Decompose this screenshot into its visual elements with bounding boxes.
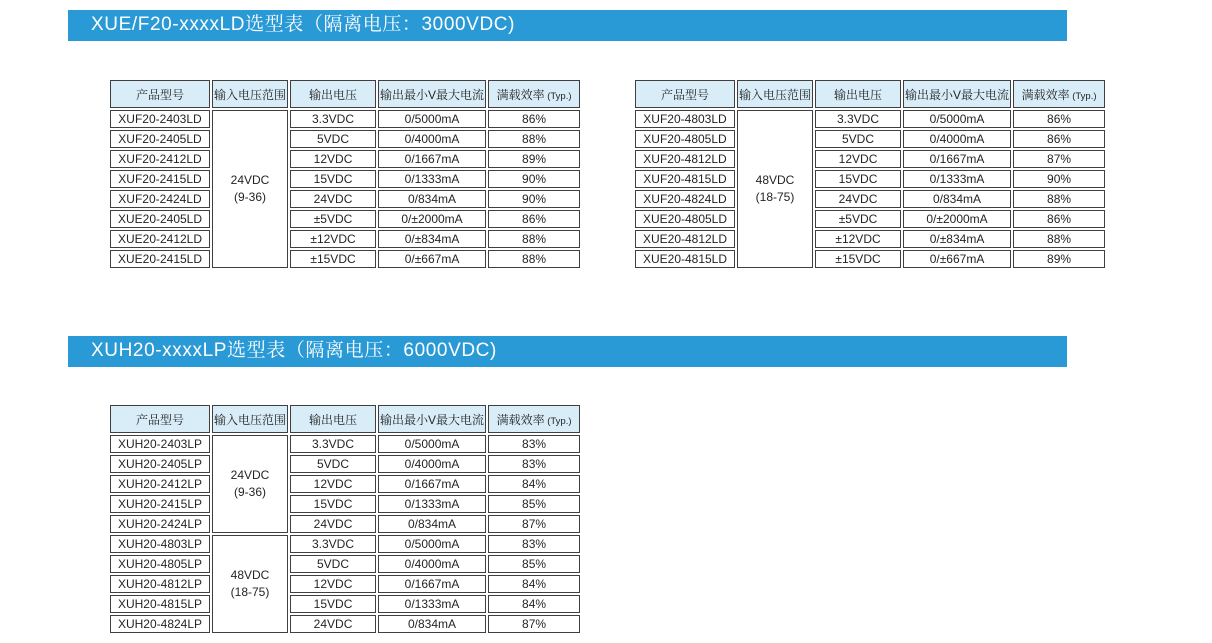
model-cell: XUF20-2424LD xyxy=(110,190,210,208)
output-voltage-cell: 24VDC xyxy=(815,190,901,208)
input-voltage-range: (9-36) xyxy=(234,190,267,204)
model-cell: XUH20-2405LP xyxy=(110,455,210,473)
table-row xyxy=(635,190,1105,208)
table-row xyxy=(110,190,580,208)
output-current-cell: 0/1333mA xyxy=(903,170,1011,188)
header-row xyxy=(635,80,1105,108)
model-cell: XUE20-2415LD xyxy=(110,250,210,268)
table-row xyxy=(635,110,1105,128)
table-row xyxy=(110,615,580,633)
efficiency-cell: 88% xyxy=(1013,190,1105,208)
table-row xyxy=(635,210,1105,228)
model-cell: XUH20-4805LP xyxy=(110,555,210,573)
column-header: 输入电压范围 xyxy=(212,405,288,433)
model-cell: XUH20-2424LP xyxy=(110,515,210,533)
model-cell: XUF20-4803LD xyxy=(635,110,735,128)
input-voltage: 24VDC xyxy=(230,468,270,482)
selection-table xyxy=(108,78,582,270)
output-voltage-cell: ±5VDC xyxy=(290,210,376,228)
output-current-cell: 0/4000mA xyxy=(903,130,1011,148)
column-header: 产品型号 xyxy=(110,80,210,108)
output-current-cell: 0/5000mA xyxy=(378,535,486,553)
efficiency-cell: 87% xyxy=(1013,150,1105,168)
model-cell: XUH20-4815LP xyxy=(110,595,210,613)
output-current-cell: 0/1667mA xyxy=(378,150,486,168)
column-header: 产品型号 xyxy=(110,405,210,433)
model-cell: XUF20-4824LD xyxy=(635,190,735,208)
output-current-cell: 0/1667mA xyxy=(378,575,486,593)
header-row xyxy=(110,405,580,433)
selection-table xyxy=(633,78,1107,270)
output-voltage-cell: ±5VDC xyxy=(815,210,901,228)
efficiency-cell: 86% xyxy=(1013,210,1105,228)
model-cell: XUE20-2405LD xyxy=(110,210,210,228)
model-cell: XUE20-4805LD xyxy=(635,210,735,228)
output-voltage-cell: 3.3VDC xyxy=(290,435,376,453)
output-current-cell: 0/834mA xyxy=(378,190,486,208)
output-current-cell: 0/±2000mA xyxy=(378,210,486,228)
output-current-cell: 0/±667mA xyxy=(903,250,1011,268)
output-voltage-cell: 3.3VDC xyxy=(815,110,901,128)
column-header: 满载效率 (Typ.) xyxy=(488,80,580,108)
output-voltage-cell: 3.3VDC xyxy=(290,110,376,128)
efficiency-cell: 90% xyxy=(1013,170,1105,188)
column-header: 满载效率 (Typ.) xyxy=(488,405,580,433)
output-current-cell: 0/4000mA xyxy=(378,130,486,148)
output-voltage-cell: 15VDC xyxy=(290,595,376,613)
output-current-cell: 0/±834mA xyxy=(378,230,486,248)
output-voltage-cell: 15VDC xyxy=(815,170,901,188)
efficiency-cell: 87% xyxy=(488,515,580,533)
model-cell: XUF20-2415LD xyxy=(110,170,210,188)
column-header: 产品型号 xyxy=(635,80,735,108)
column-header: 输出最小V最大电流 xyxy=(378,405,486,433)
section-title-xuef20-ld: XUE/F20-xxxxLD选型表（隔离电压：3000VDC) xyxy=(68,10,1067,41)
column-header: 满载效率 (Typ.) xyxy=(1013,80,1105,108)
model-cell: XUF20-4812LD xyxy=(635,150,735,168)
selection-table-xuh20 xyxy=(108,403,582,635)
efficiency-cell: 83% xyxy=(488,455,580,473)
typ-label: (Typ.) xyxy=(1069,90,1097,102)
efficiency-cell: 86% xyxy=(488,110,580,128)
output-current-cell: 0/1333mA xyxy=(378,495,486,513)
input-voltage-range: (18-75) xyxy=(755,190,795,204)
output-voltage-cell: 5VDC xyxy=(290,555,376,573)
efficiency-cell: 85% xyxy=(488,555,580,573)
input-voltage-range: (18-75) xyxy=(230,585,270,599)
table-row xyxy=(635,250,1105,268)
selection-table xyxy=(108,403,582,635)
column-header: 输出最小V最大电流 xyxy=(903,80,1011,108)
output-voltage-cell: ±12VDC xyxy=(290,230,376,248)
output-voltage-cell: ±15VDC xyxy=(290,250,376,268)
efficiency-cell: 89% xyxy=(1013,250,1105,268)
efficiency-cell: 87% xyxy=(488,615,580,633)
model-cell: XUF20-2405LD xyxy=(110,130,210,148)
efficiency-cell: 84% xyxy=(488,595,580,613)
table-row xyxy=(110,555,580,573)
table-row xyxy=(110,535,580,553)
table-row xyxy=(110,250,580,268)
input-voltage-range-cell xyxy=(212,435,288,533)
efficiency-cell: 86% xyxy=(1013,130,1105,148)
efficiency-cell: 86% xyxy=(1013,110,1105,128)
table-row xyxy=(110,595,580,613)
output-voltage-cell: 15VDC xyxy=(290,495,376,513)
column-header: 输出电压 xyxy=(290,405,376,433)
model-cell: XUH20-4824LP xyxy=(110,615,210,633)
column-header: 输入电压范围 xyxy=(737,80,813,108)
model-cell: XUF20-2403LD xyxy=(110,110,210,128)
efficiency-cell: 90% xyxy=(488,170,580,188)
efficiency-cell: 85% xyxy=(488,495,580,513)
input-voltage: 48VDC xyxy=(755,173,795,187)
output-current-cell: 0/5000mA xyxy=(903,110,1011,128)
output-current-cell: 0/5000mA xyxy=(378,435,486,453)
efficiency-cell: 88% xyxy=(488,230,580,248)
model-cell: XUH20-4803LP xyxy=(110,535,210,553)
input-voltage-range-cell xyxy=(212,110,288,268)
output-voltage-cell: ±15VDC xyxy=(815,250,901,268)
output-current-cell: 0/5000mA xyxy=(378,110,486,128)
column-header: 输出最小V最大电流 xyxy=(378,80,486,108)
efficiency-cell: 88% xyxy=(1013,230,1105,248)
model-cell: XUE20-4815LD xyxy=(635,250,735,268)
table-row xyxy=(110,495,580,513)
output-voltage-cell: 15VDC xyxy=(290,170,376,188)
selection-table-xuef20-24v-input xyxy=(108,78,582,270)
table-row xyxy=(110,150,580,168)
column-header: 输出电压 xyxy=(815,80,901,108)
table-row xyxy=(110,130,580,148)
model-cell: XUH20-2415LP xyxy=(110,495,210,513)
table-row xyxy=(635,230,1105,248)
efficiency-cell: 84% xyxy=(488,475,580,493)
output-current-cell: 0/1667mA xyxy=(378,475,486,493)
input-voltage-range: (9-36) xyxy=(234,485,267,499)
input-voltage-range-cell xyxy=(212,535,288,633)
input-voltage: 24VDC xyxy=(230,173,270,187)
output-voltage-cell: 12VDC xyxy=(290,475,376,493)
model-cell: XUF20-4805LD xyxy=(635,130,735,148)
section-title-xuh20-lp: XUH20-xxxxLP选型表（隔离电压：6000VDC) xyxy=(68,336,1067,367)
efficiency-cell: 83% xyxy=(488,435,580,453)
output-voltage-cell: 3.3VDC xyxy=(290,535,376,553)
table-row xyxy=(635,130,1105,148)
table-row xyxy=(635,170,1105,188)
table-row xyxy=(110,575,580,593)
model-cell: XUH20-2412LP xyxy=(110,475,210,493)
table-row xyxy=(110,475,580,493)
efficiency-cell: 86% xyxy=(488,210,580,228)
output-voltage-cell: ±12VDC xyxy=(815,230,901,248)
output-current-cell: 0/834mA xyxy=(903,190,1011,208)
efficiency-cell: 88% xyxy=(488,130,580,148)
output-current-cell: 0/4000mA xyxy=(378,555,486,573)
model-cell: XUE20-2412LD xyxy=(110,230,210,248)
model-cell: XUH20-4812LP xyxy=(110,575,210,593)
input-voltage: 48VDC xyxy=(230,568,270,582)
table-row xyxy=(110,170,580,188)
table-row xyxy=(110,210,580,228)
output-voltage-cell: 24VDC xyxy=(290,190,376,208)
typ-label: (Typ.) xyxy=(544,90,572,102)
efficiency-cell: 90% xyxy=(488,190,580,208)
output-voltage-cell: 5VDC xyxy=(815,130,901,148)
output-current-cell: 0/±834mA xyxy=(903,230,1011,248)
output-current-cell: 0/±667mA xyxy=(378,250,486,268)
output-current-cell: 0/4000mA xyxy=(378,455,486,473)
model-cell: XUF20-2412LD xyxy=(110,150,210,168)
efficiency-cell: 84% xyxy=(488,575,580,593)
efficiency-cell: 88% xyxy=(488,250,580,268)
table-row xyxy=(635,150,1105,168)
model-cell: XUH20-2403LP xyxy=(110,435,210,453)
model-cell: XUF20-4815LD xyxy=(635,170,735,188)
input-voltage-range-cell xyxy=(737,110,813,268)
output-voltage-cell: 5VDC xyxy=(290,455,376,473)
header-row xyxy=(110,80,580,108)
output-current-cell: 0/±2000mA xyxy=(903,210,1011,228)
output-current-cell: 0/834mA xyxy=(378,615,486,633)
output-voltage-cell: 24VDC xyxy=(290,515,376,533)
column-header: 输出电压 xyxy=(290,80,376,108)
efficiency-cell: 83% xyxy=(488,535,580,553)
output-voltage-cell: 12VDC xyxy=(290,575,376,593)
selection-table-xuef20-48v-input xyxy=(633,78,1107,270)
output-voltage-cell: 12VDC xyxy=(815,150,901,168)
output-voltage-cell: 12VDC xyxy=(290,150,376,168)
table-row xyxy=(110,110,580,128)
output-current-cell: 0/1667mA xyxy=(903,150,1011,168)
table-row xyxy=(110,230,580,248)
output-voltage-cell: 24VDC xyxy=(290,615,376,633)
output-current-cell: 0/1333mA xyxy=(378,170,486,188)
typ-label: (Typ.) xyxy=(544,415,572,427)
column-header: 输入电压范围 xyxy=(212,80,288,108)
efficiency-cell: 89% xyxy=(488,150,580,168)
table-row xyxy=(110,435,580,453)
table-row xyxy=(110,455,580,473)
output-current-cell: 0/834mA xyxy=(378,515,486,533)
model-cell: XUE20-4812LD xyxy=(635,230,735,248)
output-voltage-cell: 5VDC xyxy=(290,130,376,148)
output-current-cell: 0/1333mA xyxy=(378,595,486,613)
table-row xyxy=(110,515,580,533)
